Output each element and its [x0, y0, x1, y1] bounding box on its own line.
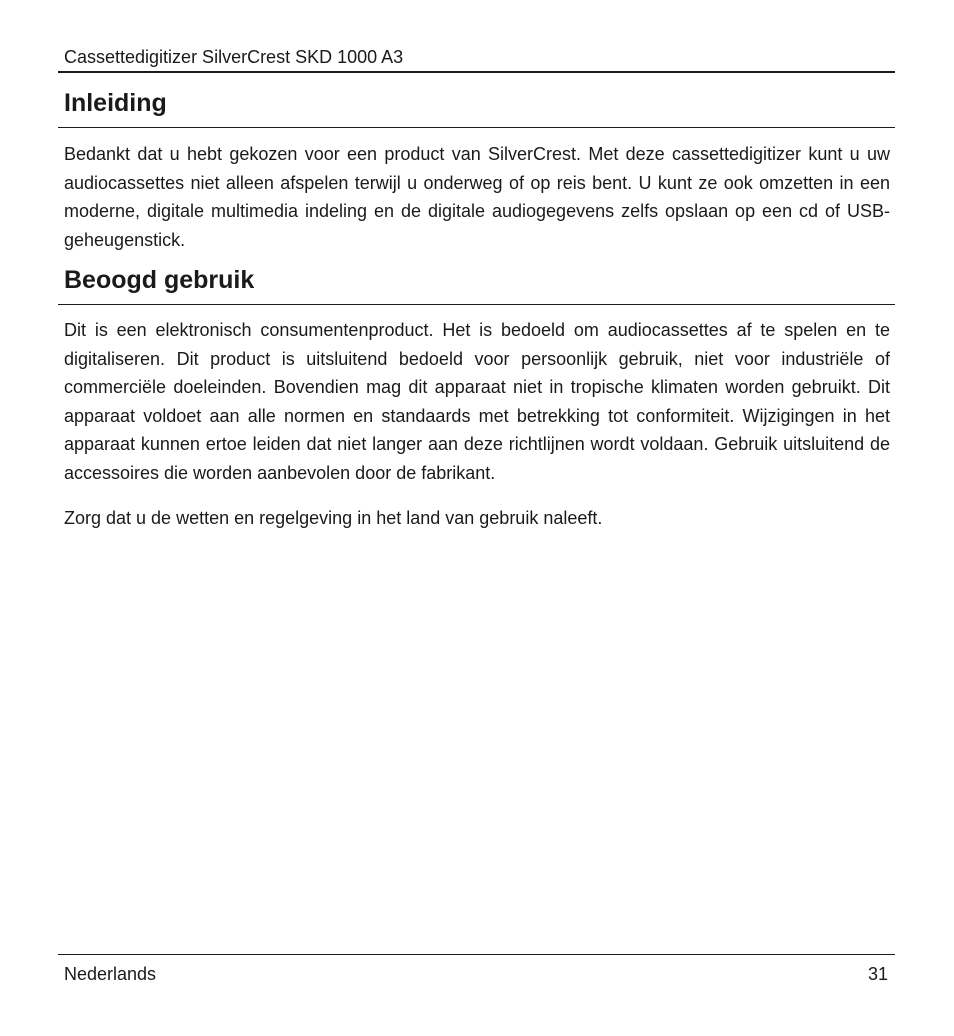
- paragraph-beoogd-gebruik-1: Dit is een elektronisch consumentenproduct. Het is bedoeld om audiocassettes af te spelen en te digitaliseren. Dit product is uitsluitend bedoeld voor persoonlijk gebruik, niet voor industriële of commerciële doeleinden. Bovendien mag dit apparaat niet in tropische klimaten worden gebruikt. Dit apparaat voldoet aan alle normen en standaards met betrekking tot conformiteit. Wijzigingen in het apparaat kunnen ertoe leiden dat niet langer aan deze richtlijnen wordt voldaan. Gebruik uitsluitend de accessoires die worden aanbevolen door de fabrikant.: [64, 320, 890, 483]
- page-number: 31: [867, 964, 888, 984]
- section-rule-inleiding: [58, 127, 895, 128]
- section-rule-beoogd-gebruik: [58, 304, 895, 305]
- footer-rule: [58, 954, 895, 955]
- section-heading-inleiding: Inleiding: [64, 89, 167, 117]
- section-heading-beoogd-gebruik: Beoogd gebruik: [64, 266, 255, 294]
- running-header: Cassettedigitizer SilverCrest SKD 1000 A3: [64, 47, 404, 67]
- footer-language: Nederlands: [64, 964, 157, 984]
- paragraph-inleiding: Bedankt dat u hebt gekozen voor een product van SilverCrest. Met deze cassettedigitizer kunt u uw audiocassettes niet alleen afspelen terwijl u onderweg of op reis bent. U kunt ze ook omzetten in een moderne, digitale multimedia indeling en de digitale audiogegevens zelfs opslaan op een cd of USB-geheugenstick.: [64, 144, 890, 250]
- paragraph-beoogd-gebruik-2: Zorg dat u de wetten en regelgeving in het land van gebruik naleeft.: [64, 508, 603, 528]
- header-rule: [58, 71, 895, 73]
